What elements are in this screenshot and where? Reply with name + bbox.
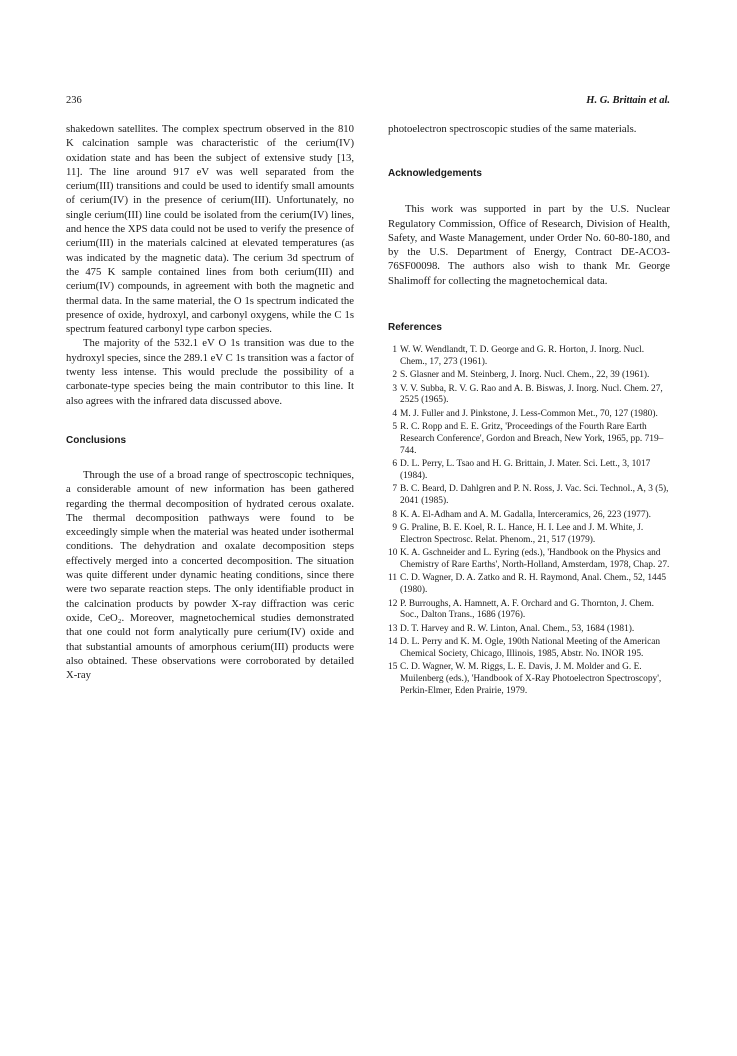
reference-text: C. D. Wagner, D. A. Zatko and R. H. Raymond, Anal. Chem., 52, 1445 (1980). (400, 573, 667, 596)
reference-item (388, 523, 670, 547)
page-header (66, 95, 670, 109)
reference-number: 1 (392, 345, 397, 356)
reference-item (388, 548, 670, 572)
reference-item (388, 384, 670, 408)
reference-text: C. D. Wagner, W. M. Riggs, L. E. Davis, J. M. Molder and G. E. Muilenberg (eds.), 'Handbook of X-Ray Photoelectron Spectroscopy', Perkin-Elmer, Eden Prairie, 1979. (400, 662, 662, 696)
conclusions-paragraph: Through the use of a broad range of spectroscopic techniques, a considerable amount of new information has been gathered regarding the thermal decomposition of hydrated cerous oxalate. The thermal decomposition pathways were found to be exceedingly simple when the material was heated under isothermal conditions. The dehydration and oxalate decomposition steps effectively merged into a concerted decomposition. The situation was quite different under dynamic heating conditions, since there were two separate reaction steps. The only identifiable product in the calcination products by powder X-ray diffraction was ceric oxide, CeO₂. Moreover, magnetochemical studies demonstrated that one could not form analytically pure cerium(IV) oxide and that substantial amounts of amorphous cerium(III) products were also obtained. These observations were corroborated by detailed X-ray (66, 468, 354, 682)
continuation-paragraph: photoelectron spectroscopic studies of the same materials. (388, 123, 637, 135)
reference-number: 5 (392, 422, 397, 433)
reference-number: 7 (392, 484, 397, 495)
conclusions-heading: Conclusions (66, 434, 127, 446)
reference-number: 14 (388, 637, 398, 648)
left-column (66, 122, 354, 682)
page-number: 236 (66, 95, 82, 106)
reference-text: M. J. Fuller and J. Pinkstone, J. Less-Common Met., 70, 127 (1980). (400, 408, 658, 419)
reference-text: D. L. Perry and K. M. Ogle, 190th National Meeting of the American Chemical Society, Chicago, Illinois, 1985, Abstr. No. INOR 195. (400, 637, 661, 659)
reference-text: K. A. El-Adham and A. M. Gadalla, Interceramics, 26, 223 (1977). (400, 509, 651, 520)
reference-number: 3 (392, 383, 397, 394)
reference-item (388, 624, 670, 636)
reference-text: K. A. Gschneider and L. Eyring (eds.), 'Handbook on the Physics and Chemistry of Rare Earths', North-Holland, Amsterdam, 1978, Chap. 27. (400, 548, 670, 570)
reference-number: 9 (392, 522, 397, 533)
reference-text: G. Praline, B. E. Koel, R. L. Hance, H. I. Lee and J. M. White, J. Electron Spectrosc. Relat. Phenom., 21, 517 (1979). (400, 522, 644, 545)
reference-number: 10 (388, 548, 398, 559)
reference-number: 4 (392, 408, 397, 419)
reference-text: B. C. Beard, D. Dahlgren and P. N. Ross, J. Vac. Sci. Technol., A, 3 (5), 2041 (1985). (400, 484, 669, 507)
reference-text: R. C. Ropp and E. E. Gritz, 'Proceedings of the Fourth Rare Earth Research Conference', Gordon and Breach, New York, 1965, pp. 719–744. (400, 422, 664, 456)
reference-number: 11 (388, 573, 398, 584)
reference-item (388, 459, 670, 483)
reference-text: V. V. Subba, R. V. G. Rao and A. B. Biswas, J. Inorg. Nucl. Chem. 27, 2525 (1965). (400, 383, 663, 406)
reference-text: W. W. Wendlandt, T. D. George and G. R. Horton, J. Inorg. Nucl. Chem., 17, 273 (1961). (400, 345, 645, 367)
reference-number: 13 (388, 623, 398, 634)
reference-number: 6 (392, 459, 397, 470)
reference-item (388, 662, 670, 697)
reference-number: 8 (392, 509, 397, 520)
reference-text: D. T. Harvey and R. W. Linton, Anal. Chem., 53, 1684 (1981). (400, 623, 635, 634)
right-column (388, 122, 670, 699)
reference-item (388, 409, 670, 421)
body-paragraph: The majority of the 532.1 eV O 1s transition was due to the hydroxyl species, since the 289.1 eV C 1s transition was a factor of twenty less intense. This would preclude the possibility of a carbonate-type species being the main contributor to this line. It also agrees with the infrared data discussed above. (66, 337, 354, 407)
reference-text: D. L. Perry, L. Tsao and H. G. Brittain, J. Mater. Sci. Lett., 3, 1017 (1984). (400, 459, 651, 482)
reference-item (388, 573, 670, 597)
reference-number: 2 (392, 370, 397, 381)
acknowledgements-paragraph: This work was supported in part by the U.S. Nuclear Regulatory Commission, Office of Research, Division of Health, Safety, and Waste Management, under Order No. 60-80-180, and by the U.S. Department of Energy, Contract DE-ACO3-76SF00098. The authors also wish to thank Mr. George Shalimoff for collecting the magnetochemical data. (388, 203, 670, 287)
running-head-authors: H. G. Brittain et al. (586, 95, 670, 106)
acknowledgements-heading: Acknowledgements (388, 168, 482, 180)
reference-item (388, 484, 670, 508)
reference-number: 15 (388, 662, 398, 673)
reference-text: P. Burroughs, A. Hamnett, A. F. Orchard and G. Thornton, J. Chem. Soc., Dalton Trans., 1686 (1976). (400, 598, 655, 621)
reference-item (388, 345, 670, 369)
reference-item (388, 599, 670, 623)
reference-item (388, 510, 670, 522)
reference-list (388, 345, 670, 698)
reference-item (388, 422, 670, 457)
reference-item (388, 637, 670, 661)
body-paragraph: shakedown satellites. The complex spectrum observed in the 810 K calcination sample was characteristic of the cerium(IV) oxidation state and has been the subject of extensive study [13, 11]. The line around 917 eV was well separated from the cerium(III) transitions and could be used to identify small amounts of cerium(IV) in the presence of cerium(III). Unfortunately, no single cerium(III) line could be isolated from the cerium(IV) lines, and hence the XPS data could not be used to verify the presence of cerium(III) in the materials calcined at elevated temperatures (as was indicated by the magnetic data). The cerium 3d spectrum of the 475 K sample contained lines from both cerium(III) and cerium(IV) compounds, in agreement with both the magnetic and thermal data. In the same material, the O 1s spectrum indicated the presence of oxide, hydroxyl, and carbonyl oxygens, while the C 1s spectrum featured carbonyl type carbon species. (66, 123, 354, 336)
reference-number: 12 (388, 598, 398, 609)
reference-item (388, 370, 670, 382)
reference-text: S. Glasner and M. Steinberg, J. Inorg. Nucl. Chem., 22, 39 (1961). (400, 370, 650, 381)
references-heading: References (388, 322, 442, 334)
